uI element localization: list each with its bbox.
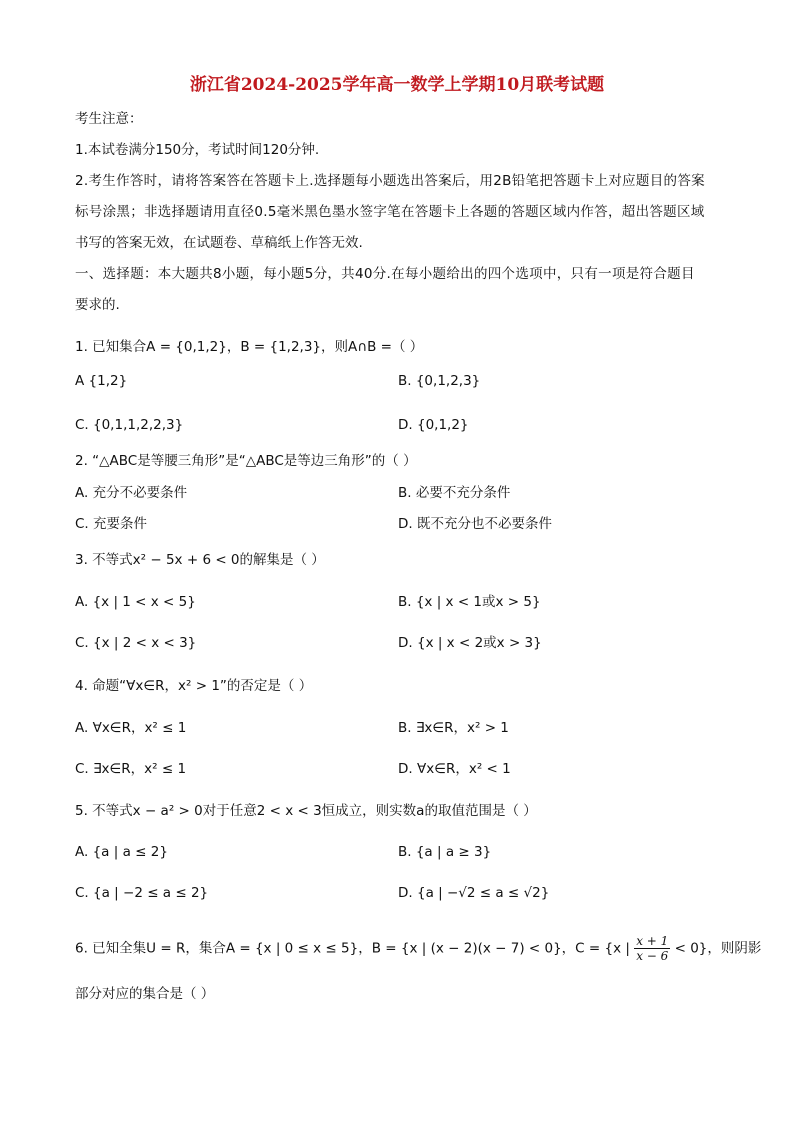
question-4-option-c: C. ∃x∈R，x² ≤ 1 xyxy=(75,761,187,777)
question-6-fraction-denominator: x − 6 xyxy=(636,949,669,963)
question-6-fraction xyxy=(634,934,670,963)
question-4-option-b: B. ∃x∈R，x² > 1 xyxy=(398,720,509,736)
question-4-option-d: D. ∀x∈R，x² < 1 xyxy=(398,761,511,777)
question-5-option-d: D. {a | −√2 ≤ a ≤ √2} xyxy=(398,885,550,901)
question-2-stem: 2. “△ABC是等腰三角形”是“△ABC是等边三角形”的（ ） xyxy=(75,453,417,469)
question-1-option-a: A {1,2} xyxy=(75,373,128,389)
question-2-option-c: C. 充要条件 xyxy=(75,516,148,532)
notice-item-2-line-2: 标号涂黑；非选择题请用直径0.5毫米黑色墨水签字笔在答题卡上各题的答题区域内作答，超出答题区域 xyxy=(75,204,705,220)
question-2-option-b: B. 必要不充分条件 xyxy=(398,485,511,501)
question-5-stem: 5. 不等式x − a² > 0对于任意2 < x < 3恒成立，则实数a的取值范围是（ ） xyxy=(75,803,537,819)
question-4-stem: 4. 命题“∀x∈R，x² > 1”的否定是（ ） xyxy=(75,678,313,694)
question-1-option-d: D. {0,1,2} xyxy=(398,417,469,433)
question-4-option-a: A. ∀x∈R，x² ≤ 1 xyxy=(75,720,187,736)
question-2-option-a: A. 充分不必要条件 xyxy=(75,485,188,501)
question-2-option-d: D. 既不充分也不必要条件 xyxy=(398,516,552,532)
question-3-option-c: C. {x | 2 < x < 3} xyxy=(75,635,197,651)
question-3-option-d: D. {x | x < 2或x > 3} xyxy=(398,635,542,651)
question-1-option-c: C. {0,1,1,2,2,3} xyxy=(75,417,184,433)
notice-heading: 考生注意： xyxy=(75,111,143,127)
question-3-stem: 3. 不等式x² − 5x + 6 < 0的解集是（ ） xyxy=(75,552,325,568)
question-6-fraction-numerator: x + 1 xyxy=(636,934,669,948)
question-6-stem-part-2: < 0}，则阴影 xyxy=(674,940,762,957)
question-5-option-b: B. {a | a ≥ 3} xyxy=(398,844,492,860)
notice-item-1: 1.本试卷满分150分，考试时间120分钟. xyxy=(75,142,320,158)
notice-item-2-line-3: 书写的答案无效，在试题卷、草稿纸上作答无效. xyxy=(75,235,363,251)
question-6-stem-line-2: 部分对应的集合是（ ） xyxy=(75,986,215,1002)
question-3-option-b: B. {x | x < 1或x > 5} xyxy=(398,594,541,610)
question-1-stem: 1. 已知集合A = {0,1,2}，B = {1,2,3}，则A∩B =（ ） xyxy=(75,339,424,355)
question-5-option-c: C. {a | −2 ≤ a ≤ 2} xyxy=(75,885,209,901)
exam-title: 浙江省2024-2025学年高一数学上学期10月联考试题 xyxy=(189,75,605,95)
question-5-option-a: A. {a | a ≤ 2} xyxy=(75,844,168,860)
section-heading-line-2: 要求的. xyxy=(75,297,120,313)
question-6-stem xyxy=(75,934,762,963)
question-1-option-b: B. {0,1,2,3} xyxy=(398,373,481,389)
notice-item-2-line-1: 2.考生作答时，请将答案答在答题卡上.选择题每小题选出答案后，用2B铅笔把答题卡上对应题目的答案 xyxy=(75,173,705,189)
section-heading-line-1: 一、选择题：本大题共8小题，每小题5分，共40分.在每小题给出的四个选项中，只有一项是符合题目 xyxy=(75,266,695,282)
question-6-stem-part-1: 6. 已知全集U = R，集合A = {x | 0 ≤ x ≤ 5}，B = {x | (x − 2)(x − 7) < 0}，C = {x | xyxy=(75,940,630,957)
question-3-option-a: A. {x | 1 < x < 5} xyxy=(75,594,196,610)
